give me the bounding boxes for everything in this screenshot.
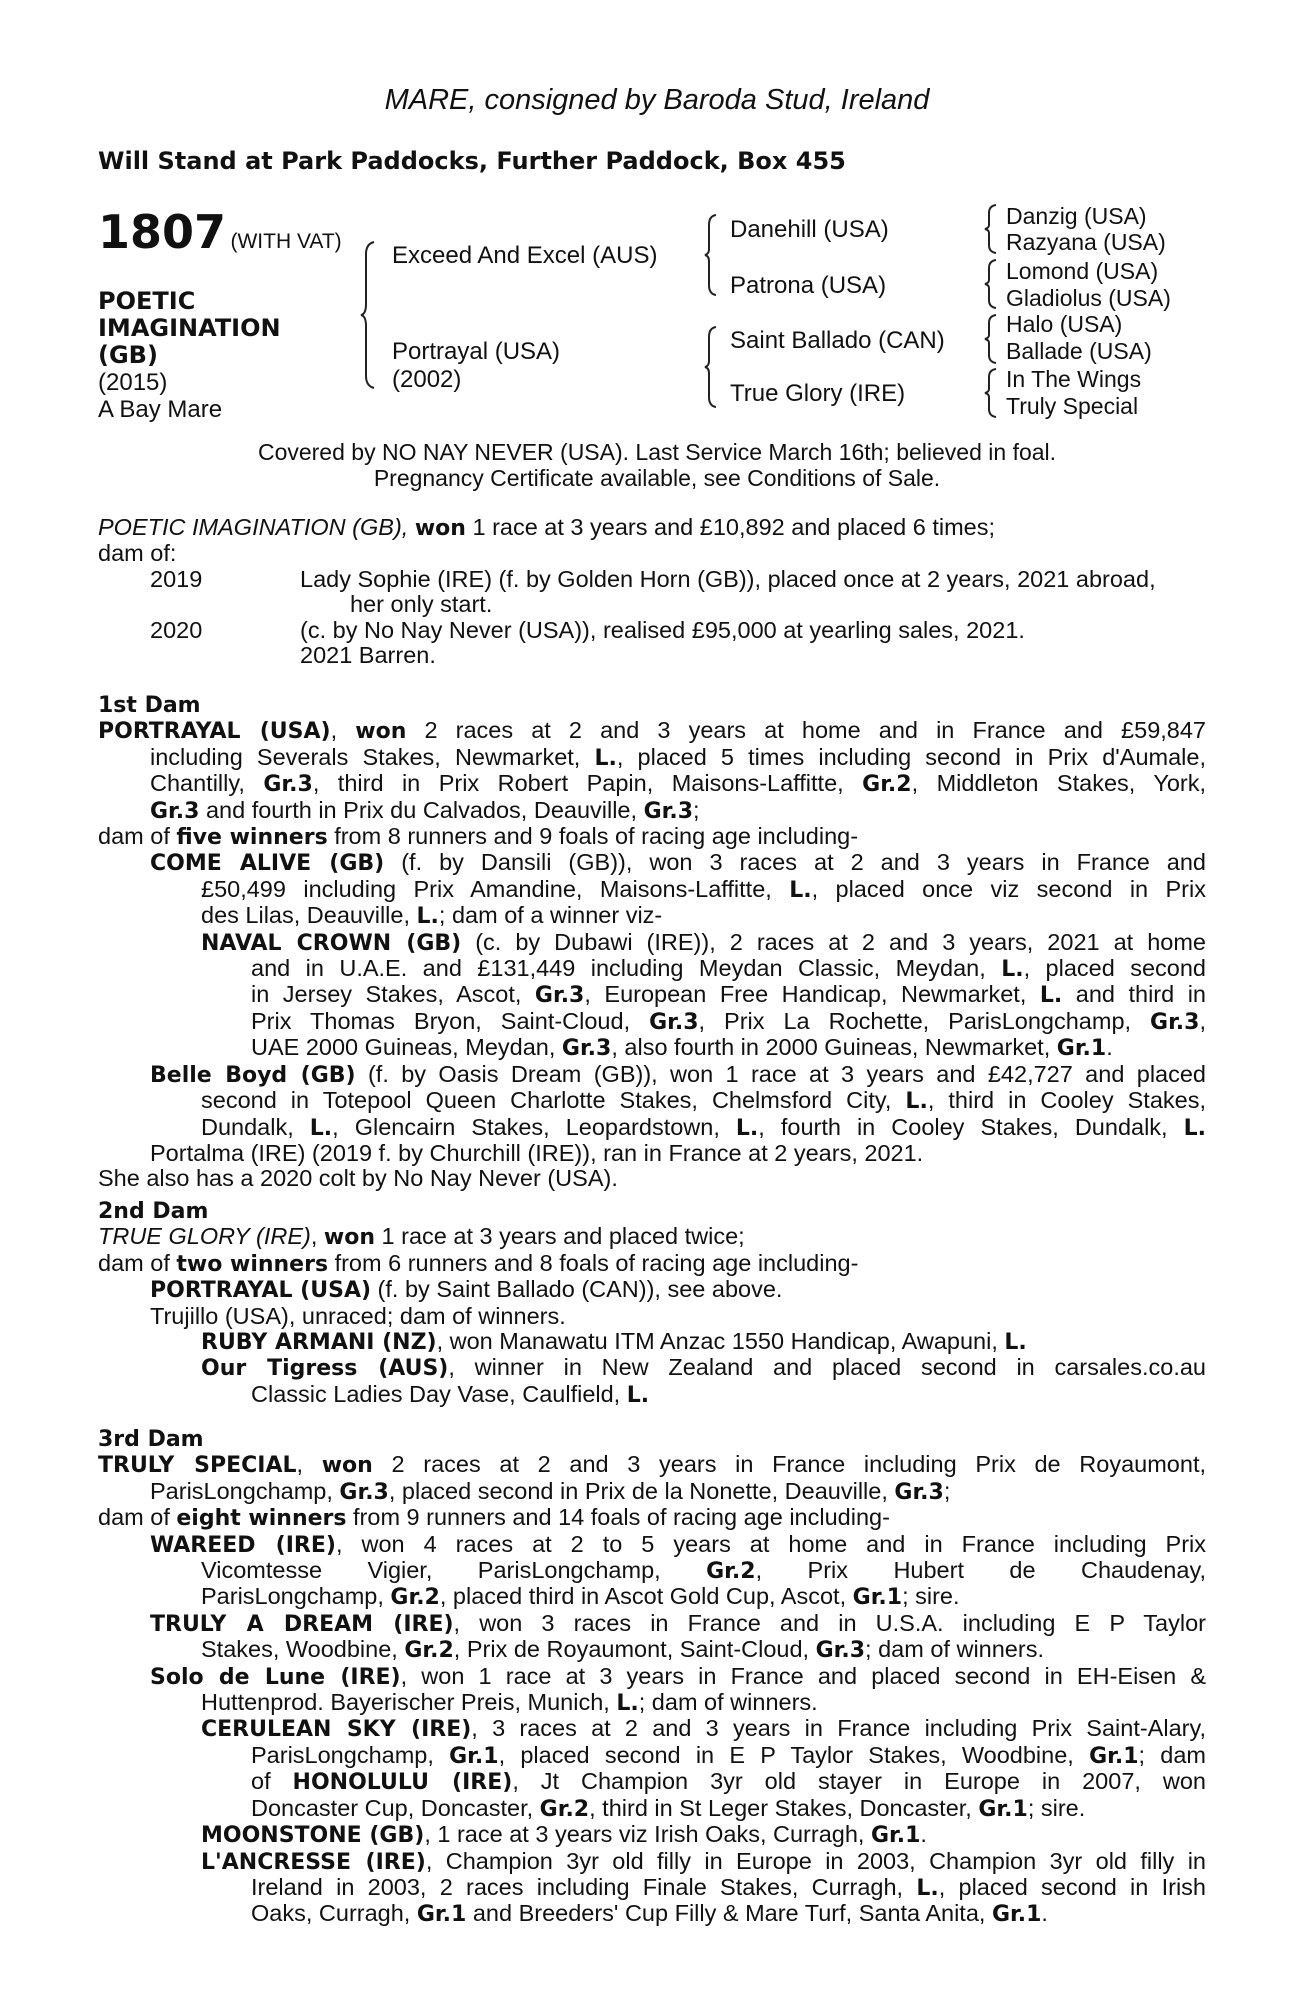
dam-sire-dam: Ballade (USA) <box>1006 338 1152 364</box>
bold-text: Gr.1 <box>991 1902 1042 1928</box>
lot-number: 1807 <box>98 205 227 259</box>
bold-text: won <box>355 719 407 745</box>
text-segment: and Breeders' Cup Filly & Mare Turf, Santa Anita, <box>466 1900 992 1927</box>
sire-dam-sire: Lomond (USA) <box>1006 258 1159 284</box>
text-segment: ; dam of winners. <box>865 1636 1044 1663</box>
text-segment: Prix Thomas Bryon, Saint-Cloud, <box>251 1007 650 1034</box>
bold-text: PORTRAYAL (USA) <box>98 719 331 745</box>
text-segment: ; sire. <box>902 1583 960 1610</box>
bold-text: MOONSTONE (GB) <box>201 1823 425 1849</box>
text-segment: Portalma (IRE) (2019 f. by Churchill (IRE)), ran in France at 2 years, 2021. <box>150 1139 924 1166</box>
section-lines <box>98 718 1206 1191</box>
text-line <box>98 718 1206 744</box>
text-segment: (f. by Oasis Dream (GB)), won 1 race at 3 years and £42,727 and placed <box>355 1060 1207 1087</box>
bold-text: CERULEAN SKY (IRE) <box>201 1717 472 1743</box>
pedigree-brace-dam <box>704 325 720 409</box>
section-heading: 2nd Dam <box>98 1199 209 1224</box>
bold-text: two winners <box>176 1251 329 1277</box>
bold-text: Gr.1 <box>449 1743 499 1769</box>
text-line <box>98 1849 1206 1875</box>
text-line <box>98 1611 1206 1637</box>
text-segment: , Jt Champion 3yr old stayer in Europe in 2007, won <box>512 1768 1206 1795</box>
produce-cont: 2021 Barren. <box>300 642 436 669</box>
stand-location: Will Stand at Park Paddocks, Further Paddock, Box 455 <box>98 147 846 175</box>
text-segment: , won 1 race at 3 years in France and placed second in EH-Eisen & <box>400 1662 1206 1689</box>
text-segment: Classic Ladies Day Vase, Caulfield, <box>251 1380 627 1407</box>
page-title: MARE, consigned by Baroda Stud, Ireland <box>384 84 930 116</box>
bold-text: Gr.1 <box>870 1823 921 1849</box>
text-line <box>98 1166 1206 1191</box>
bold-text: Gr.1 <box>1089 1743 1139 1769</box>
text-line <box>98 1141 1206 1166</box>
bold-text: Gr.2 <box>404 1638 454 1664</box>
bold-text: Gr.1 <box>1056 1036 1107 1062</box>
text-segment: des Lilas, Deauville, <box>201 902 417 929</box>
section-heading: 3rd Dam <box>98 1427 204 1452</box>
text-line <box>98 877 1206 903</box>
text-segment: UAE 2000 Guineas, Meydan, <box>251 1034 562 1061</box>
text-segment: , Prix La Rochette, ParisLongchamp, <box>698 1007 1151 1034</box>
section-lines <box>98 1224 1206 1408</box>
bold-text: L. <box>789 877 812 903</box>
bold-text: won <box>323 1225 376 1251</box>
text-segment: , placed second in Prix de la Nonette, Deauville, <box>388 1477 895 1504</box>
text-segment: from 9 runners and 14 foals of racing age including- <box>346 1504 890 1531</box>
dam-dam-dam: Truly Special <box>1006 393 1139 419</box>
text-segment: Vicomtesse Vigier, ParisLongchamp, <box>201 1557 707 1584</box>
produce-dam-of: dam of: <box>98 540 177 567</box>
produce-text: Lady Sophie (IRE) (f. by Golden Horn (GB)), placed once at 2 years, 2021 abroad, <box>300 565 1156 592</box>
text-line <box>98 1584 1206 1610</box>
bold-text: Gr.3 <box>894 1479 944 1505</box>
text-line <box>98 1558 1206 1584</box>
produce-record-text: 1 race at 3 years and £10,892 and placed 6 times; <box>465 514 996 540</box>
bold-text: Gr.1 <box>978 1796 1028 1822</box>
text-line <box>98 1115 1206 1141</box>
produce-record <box>98 515 1206 668</box>
bold-text: L. <box>916 1875 939 1901</box>
cover-note-line1: Covered by NO NAY NEVER (USA). Last Service March 16th; believed in foal. <box>257 439 1057 465</box>
bold-text: Gr.1 <box>852 1585 903 1611</box>
bold-text: Our Tigress (AUS) <box>201 1356 449 1382</box>
bold-text: L. <box>626 1382 650 1408</box>
bold-text: Belle Boyd (GB) <box>150 1062 356 1088</box>
dam-year: (2002) <box>392 366 462 393</box>
text-line <box>98 1796 1206 1822</box>
bold-text: RUBY ARMANI (NZ) <box>201 1330 437 1356</box>
text-line <box>98 982 1206 1008</box>
text-line <box>98 1277 1206 1303</box>
text-segment: Chantilly, <box>150 770 264 797</box>
text-segment: ; sire. <box>1027 1794 1086 1821</box>
text-line <box>98 771 1206 797</box>
produce-year: 2019 <box>150 565 203 592</box>
dam: Portrayal (USA) <box>392 338 561 365</box>
bold-text: Gr.3 <box>561 1036 612 1062</box>
bold-text: Gr.3 <box>1150 1009 1200 1035</box>
text-line <box>98 1532 1206 1558</box>
text-segment: , Middleton Stakes, York, <box>911 770 1207 797</box>
bold-text: Solo de Lune (IRE) <box>150 1664 401 1690</box>
text-segment: , <box>310 1223 324 1250</box>
dam-dam: True Glory (IRE) <box>730 380 906 407</box>
text-segment: , 3 races at 2 and 3 years in France including Prix Saint-Alary, <box>471 1715 1207 1742</box>
text-line <box>98 1664 1206 1690</box>
produce-year: 2020 <box>150 616 203 643</box>
produce-item <box>98 618 1206 643</box>
text-segment: 2 races at 2 and 3 years in France including Prix de Royaumont, <box>372 1451 1206 1478</box>
text-line <box>98 850 1206 876</box>
text-line <box>98 1304 1206 1329</box>
first-dam-section <box>98 693 1206 1192</box>
produce-item <box>98 567 1206 592</box>
text-segment: and in U.A.E. and £131,449 including Meydan Classic, Meydan, <box>251 955 1002 982</box>
text-segment: , <box>296 1451 322 1478</box>
text-segment: Dundalk, <box>201 1113 310 1140</box>
text-segment: , <box>1199 1007 1206 1034</box>
text-segment: , third in Cooley Stakes, <box>927 1087 1206 1114</box>
text-line <box>98 1224 1206 1250</box>
sire-sire: Danehill (USA) <box>730 216 889 243</box>
bold-text: L. <box>905 1089 928 1115</box>
bold-text: L. <box>1001 957 1024 983</box>
text-line <box>98 1329 1206 1355</box>
bold-text: L. <box>1183 1115 1207 1141</box>
text-line <box>98 956 1206 982</box>
text-line <box>98 1062 1206 1088</box>
text-segment: , won Manawatu ITM Anzac 1550 Handicap, Awapuni, <box>436 1328 1005 1355</box>
text-segment: second in Totepool Queen Charlotte Stakes, Chelmsford City, <box>201 1087 906 1114</box>
text-segment: in Jersey Stakes, Ascot, <box>251 981 535 1008</box>
cover-note-line2: Pregnancy Certificate available, see Conditions of Sale. <box>373 465 941 491</box>
bold-text: Gr.2 <box>539 1796 590 1822</box>
text-segment: dam of <box>98 1249 177 1276</box>
bold-text: L'ANCRESSE (IRE) <box>201 1849 426 1875</box>
text-line <box>98 1769 1206 1795</box>
bold-text: Gr.2 <box>862 772 912 798</box>
text-line <box>98 1716 1206 1742</box>
horse-name <box>98 288 281 369</box>
text-line <box>98 824 1206 850</box>
sire-dam-dam: Gladiolus (USA) <box>1006 285 1171 311</box>
text-line <box>98 1901 1206 1927</box>
bold-text: Gr.3 <box>339 1479 389 1505</box>
section-lines <box>98 1452 1206 1927</box>
pedigree-brace-sire <box>704 213 720 297</box>
text-line <box>98 1822 1206 1848</box>
sire-sire-sire: Danzig (USA) <box>1006 203 1147 229</box>
text-segment: Trujillo (USA), unraced; dam of winners. <box>150 1302 566 1329</box>
text-segment: , won 4 races at 2 to 5 years at home and in France including Prix <box>335 1530 1206 1557</box>
produce-won: won <box>414 516 466 541</box>
dam-sire: Saint Ballado (CAN) <box>730 327 945 354</box>
text-segment: , European Free Handicap, Newmarket, <box>584 981 1040 1008</box>
bold-text: Gr.1 <box>416 1902 467 1928</box>
bold-text: Gr.3 <box>815 1638 866 1664</box>
text-segment: , winner in New Zealand and placed second in carsales.co.au <box>448 1354 1206 1381</box>
horse-name-line1: POETIC <box>98 287 196 315</box>
bold-text: PORTRAYAL (USA) <box>150 1278 372 1304</box>
text-segment: , placed second <box>1023 955 1206 982</box>
text-line <box>98 1088 1206 1114</box>
text-segment: (f. by Saint Ballado (CAN)), see above. <box>371 1276 783 1303</box>
italic-text: TRUE GLORY (IRE) <box>98 1223 311 1250</box>
text-segment: , Prix de Royaumont, Saint-Cloud, <box>453 1636 816 1663</box>
bold-text: Gr.2 <box>706 1559 756 1585</box>
text-segment: dam of <box>98 1504 177 1531</box>
sire-dam: Patrona (USA) <box>730 272 887 299</box>
horse-name-line3: (GB) <box>98 341 158 369</box>
bold-text: Gr.3 <box>263 772 313 798</box>
horse-description: A Bay Mare <box>98 396 223 423</box>
text-segment: ; <box>693 796 700 823</box>
text-segment: ; dam of a winner viz- <box>438 902 663 929</box>
text-segment: , placed second in E P Taylor Stakes, Woodbine, <box>498 1741 1090 1768</box>
dam-dam-sire: In The Wings <box>1006 366 1142 392</box>
text-line <box>98 798 1206 824</box>
text-segment: Doncaster Cup, Doncaster, <box>251 1794 540 1821</box>
text-segment: , placed second in Irish <box>938 1873 1206 1900</box>
bold-text: won <box>321 1453 373 1479</box>
text-line <box>98 1479 1206 1505</box>
brace-saint-ballado <box>984 313 1000 365</box>
third-dam-section <box>98 1427 1206 1928</box>
text-segment: , third in Prix Robert Papin, Maisons-Laffitte, <box>312 770 863 797</box>
sire-sire-dam: Razyana (USA) <box>1006 229 1166 255</box>
sire: Exceed And Excel (AUS) <box>392 242 658 269</box>
text-segment: ; <box>943 1477 951 1504</box>
text-segment: . <box>1041 1900 1048 1927</box>
text-segment: She also has a 2020 colt by No Nay Never (USA). <box>98 1165 618 1192</box>
horse-name-line2: IMAGINATION <box>98 314 281 342</box>
bold-text: L. <box>594 745 617 771</box>
text-line <box>98 1355 1206 1381</box>
text-line <box>98 930 1206 956</box>
text-line <box>98 1382 1206 1408</box>
vat-note: (WITH VAT) <box>230 230 342 253</box>
bold-text: Gr.3 <box>150 798 200 824</box>
text-segment: £50,499 including Prix Amandine, Maisons-Laffitte, <box>201 875 790 902</box>
text-segment: ParisLongchamp, <box>150 1477 340 1504</box>
text-segment: ParisLongchamp, <box>251 1741 450 1768</box>
text-segment: Ireland in 2003, 2 races including Finale Stakes, Curragh, <box>251 1873 917 1900</box>
produce-horse-name: POETIC IMAGINATION (GB), <box>98 514 409 540</box>
bold-text: NAVAL CROWN (GB) <box>201 930 462 956</box>
text-segment: 2 races at 2 and 3 years at home and in France and £59,847 <box>406 717 1206 744</box>
text-segment: , placed third in Ascot Gold Cup, Ascot, <box>439 1583 853 1610</box>
bold-text: WAREED (IRE) <box>150 1532 336 1558</box>
text-line <box>98 1009 1206 1035</box>
text-segment: ParisLongchamp, <box>201 1583 391 1610</box>
bold-text: TRULY SPECIAL <box>98 1453 297 1479</box>
text-segment: , third in St Leger Stakes, Doncaster, <box>589 1794 979 1821</box>
bold-text: Gr.2 <box>390 1585 440 1611</box>
bold-text: Gr.3 <box>643 798 693 824</box>
bold-text: five winners <box>176 825 328 851</box>
dam-sire-sire: Halo (USA) <box>1006 311 1123 337</box>
bold-text: L. <box>735 1115 759 1141</box>
text-segment: . <box>920 1821 927 1848</box>
text-segment: Oaks, Curragh, <box>251 1900 417 1927</box>
brace-patrona <box>984 258 1000 310</box>
text-segment: from 6 runners and 8 foals of racing age including- <box>328 1249 859 1276</box>
text-line <box>98 1690 1206 1716</box>
text-segment: , 1 race at 3 years viz Irish Oaks, Curragh, <box>424 1821 871 1848</box>
text-segment: from 8 runners and 9 foals of racing age including- <box>327 823 859 850</box>
text-line <box>98 1452 1206 1478</box>
text-line <box>98 1743 1206 1769</box>
text-segment: . <box>1106 1034 1113 1061</box>
text-segment: of <box>251 1768 293 1795</box>
bold-text: L. <box>1039 983 1063 1009</box>
text-segment: , fourth in Cooley Stakes, Dundalk, <box>758 1113 1184 1140</box>
text-segment: and third in <box>1062 981 1206 1008</box>
text-line <box>98 745 1206 771</box>
text-segment: , <box>330 717 356 744</box>
section-heading: 1st Dam <box>98 693 201 718</box>
text-line <box>98 1035 1206 1061</box>
text-segment: Stakes, Woodbine, <box>201 1636 405 1663</box>
text-segment: , placed 5 times including second in Prix d'Aumale, <box>616 743 1206 770</box>
text-segment: , placed once viz second in Prix <box>811 875 1206 902</box>
bold-text: Gr.3 <box>534 983 585 1009</box>
text-line <box>98 903 1206 929</box>
text-line <box>98 1637 1206 1663</box>
text-segment: , Glencairn Stakes, Leopardstown, <box>332 1113 736 1140</box>
bold-text: COME ALIVE (GB) <box>150 851 385 877</box>
text-segment: Huttenprod. Bayerischer Preis, Munich, <box>201 1689 617 1716</box>
bold-text: TRULY A DREAM (IRE) <box>150 1611 454 1637</box>
text-segment: , Champion 3yr old filly in Europe in 2003, Champion 3yr old filly in <box>425 1847 1206 1874</box>
horse-year: (2015) <box>98 369 168 396</box>
text-segment: , Prix Hubert de Chaudenay, <box>755 1557 1206 1584</box>
produce-text: (c. by No Nay Never (USA)), realised £95,000 at yearling sales, 2021. <box>300 616 1025 643</box>
bold-text: L. <box>1004 1330 1027 1356</box>
text-segment: including Severals Stakes, Newmarket, <box>150 743 595 770</box>
bold-text: Gr.3 <box>649 1009 699 1035</box>
text-segment: (f. by Dansili (GB)), won 3 races at 2 and 3 years in France and <box>384 849 1206 876</box>
bold-text: eight winners <box>176 1506 347 1532</box>
produce-cont: her only start. <box>350 591 493 618</box>
text-segment: ; dam <box>1138 1741 1206 1768</box>
text-segment: , won 3 races in France and in U.S.A. including E P Taylor <box>453 1609 1206 1636</box>
bold-text: L. <box>309 1115 333 1141</box>
text-segment: dam of <box>98 823 177 850</box>
text-segment: (c. by Dubawi (IRE)), 2 races at 2 and 3 years, 2021 at home <box>461 928 1206 955</box>
pedigree-brace-main <box>360 240 380 390</box>
text-line <box>98 1251 1206 1277</box>
text-segment: , also fourth in 2000 Guineas, Newmarket, <box>611 1034 1057 1061</box>
lot-number-line <box>98 205 342 259</box>
brace-danehill <box>984 203 1000 255</box>
text-segment: and fourth in Prix du Calvados, Deauville, <box>199 796 644 823</box>
bold-text: HONOLULU (IRE) <box>292 1770 513 1796</box>
bold-text: L. <box>616 1691 639 1717</box>
bold-text: L. <box>416 904 439 930</box>
second-dam-section <box>98 1199 1206 1408</box>
text-line <box>98 1875 1206 1901</box>
text-segment: ; dam of winners. <box>638 1689 818 1716</box>
text-segment: 1 race at 3 years and placed twice; <box>375 1223 745 1250</box>
text-line <box>98 1505 1206 1531</box>
brace-true-glory <box>984 367 1000 419</box>
